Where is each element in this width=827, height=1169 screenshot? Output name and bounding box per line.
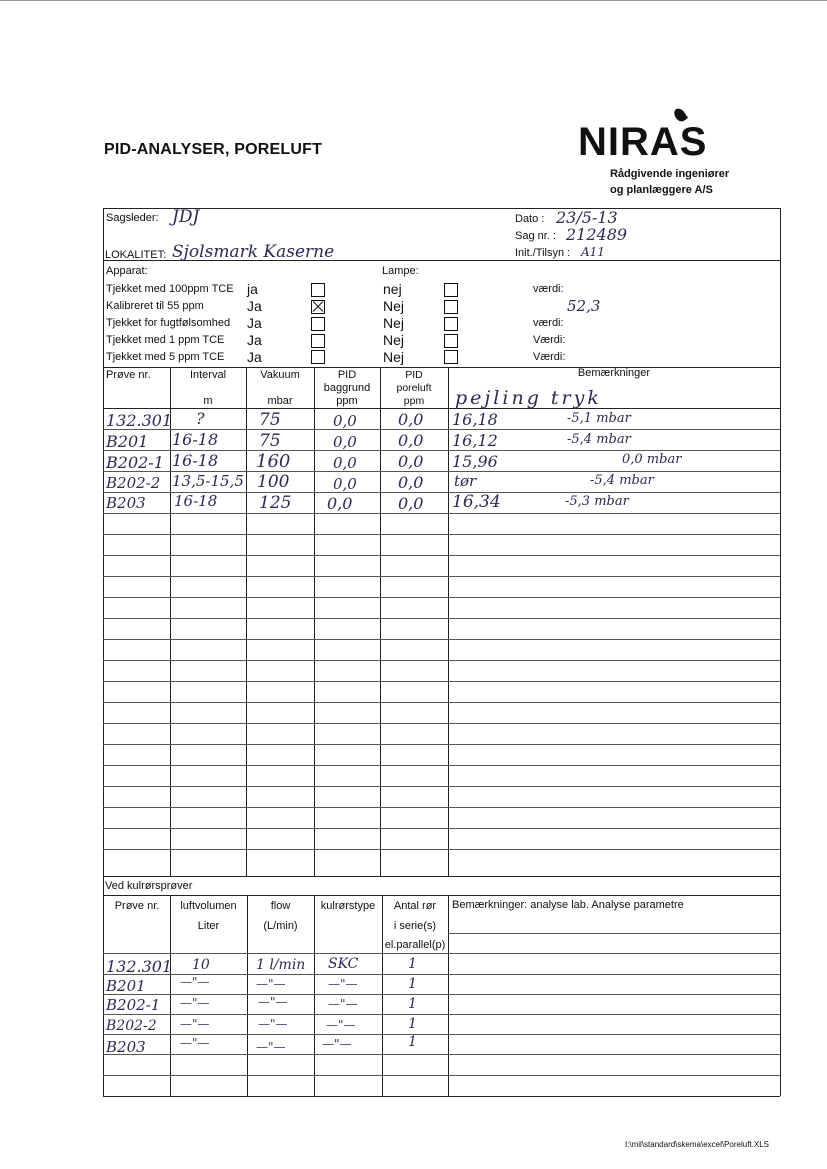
cell-antal[interactable]: 1 — [408, 996, 417, 1012]
cell-antal[interactable]: 1 — [408, 1016, 417, 1032]
grid-line — [103, 534, 780, 535]
dato-label: Dato : — [515, 213, 545, 225]
grid-line — [103, 1014, 780, 1015]
no-checkbox[interactable] — [444, 317, 458, 331]
cell-pejling[interactable]: 16,18 — [452, 410, 498, 429]
grid-line — [103, 639, 780, 640]
col-header-luftvolumen-unit: Liter — [197, 920, 220, 932]
cell-tryk[interactable]: -5,4 mbar — [590, 473, 654, 488]
grid-line — [103, 1034, 780, 1035]
yes-checkbox[interactable] — [311, 317, 325, 331]
grid-line — [103, 828, 780, 829]
apparat-row-label: Tjekket med 5 ppm TCE — [106, 351, 225, 363]
cell-antal[interactable]: 1 — [408, 1034, 417, 1050]
no-label: Nej — [383, 315, 405, 331]
value-label: værdi: — [533, 317, 564, 329]
grid-line — [448, 895, 449, 1096]
apparat-row-label: Tjekket med 100ppm TCE — [106, 283, 234, 295]
col-header-prove: Prøve nr. — [106, 369, 151, 381]
no-checkbox[interactable] — [444, 300, 458, 314]
value-label: Værdi: — [533, 351, 566, 363]
grid-line — [103, 597, 780, 598]
cell-volumen[interactable]: 10 — [192, 957, 210, 973]
grid-line — [170, 367, 171, 876]
cell-pejling[interactable]: 16,12 — [452, 431, 498, 450]
yes-label: ja — [247, 281, 258, 297]
cell-pejling[interactable]: tør — [454, 472, 477, 490]
sagsleder-value[interactable]: JDJ — [172, 207, 200, 227]
cell-prove[interactable]: B201 — [106, 432, 149, 451]
sagsleder-label: Sagsleder: — [106, 212, 159, 224]
cell-volumen[interactable]: —"— — [180, 1017, 210, 1031]
scan-edge — [0, 0, 827, 1]
cell-flow[interactable]: 1 l/min — [256, 957, 306, 973]
yes-label: Ja — [247, 332, 262, 348]
col-header-antal-ror: Antal rør — [393, 900, 437, 912]
grid-line — [247, 895, 248, 1096]
apparat-label: Apparat: — [106, 265, 148, 277]
col-header-vakuum: Vakuum — [260, 369, 300, 381]
cell-prove[interactable]: 132.301 — [106, 411, 173, 430]
init-label: Init./Tilsyn : — [515, 247, 571, 259]
apparat-row-label: Tjekket for fugtfølsomhed — [106, 317, 231, 329]
grid-line — [103, 744, 780, 745]
grid-line — [103, 1054, 780, 1055]
cell-flow[interactable]: —"— — [256, 1040, 286, 1054]
cell-pid-poreluft[interactable]: 0,0 — [398, 452, 424, 471]
cell-prove[interactable]: 132.301 — [106, 957, 173, 976]
cell-kulrorstype[interactable]: —"— — [328, 997, 358, 1011]
footer-file-path: I:\mil\standard\skema\excel\Poreluft.XLS — [624, 1140, 769, 1149]
cell-pid-poreluft[interactable]: 0,0 — [398, 410, 424, 429]
value-label: værdi: — [533, 283, 564, 295]
col-header-prove: Prøve nr. — [114, 900, 160, 912]
dato-value[interactable]: 23/5-13 — [556, 208, 618, 227]
col-header-interval-unit: m — [203, 395, 213, 407]
cell-vakuum[interactable]: 75 — [259, 431, 281, 451]
lokalitet-value[interactable]: Sjolsmark Kaserne — [172, 242, 335, 262]
grid-line — [103, 555, 780, 556]
value-label: Værdi: — [533, 334, 566, 346]
grid-line — [103, 895, 780, 896]
cell-prove[interactable]: B202-1 — [106, 453, 164, 472]
pejling-note: pejling tryk — [455, 387, 602, 409]
niras-logo: NIRAS — [578, 120, 708, 164]
cell-prove[interactable]: B203 — [106, 1038, 146, 1056]
cell-kulrorstype[interactable]: —"— — [322, 1037, 352, 1051]
cell-vakuum[interactable]: 100 — [257, 472, 290, 492]
page-title: PID-ANALYSER, PORELUFT — [104, 141, 323, 158]
grid-line — [103, 765, 780, 766]
cell-pejling[interactable]: 16,34 — [452, 492, 501, 512]
grid-line — [314, 367, 315, 876]
no-label: nej — [383, 281, 402, 297]
no-checkbox[interactable] — [444, 334, 458, 348]
cell-vakuum[interactable]: 125 — [259, 493, 292, 513]
cell-tryk[interactable]: -5,4 mbar — [567, 432, 631, 447]
cell-interval[interactable]: 16-18 — [174, 492, 218, 510]
cell-flow[interactable]: —"— — [256, 977, 286, 991]
col-header-luftvolumen: luftvolumen — [180, 900, 237, 912]
yes-checkbox[interactable] — [311, 350, 325, 364]
col-header-bemaerkninger: Bemærkninger: analyse lab. Analyse parametre — [452, 899, 684, 911]
yes-label: Ja — [247, 298, 262, 314]
cell-flow[interactable]: —"— — [258, 1017, 288, 1031]
cell-kulrorstype[interactable]: —"— — [326, 1018, 356, 1032]
grid-line — [103, 723, 780, 724]
cell-volumen[interactable]: —"— — [180, 996, 210, 1010]
cell-pid-baggrund[interactable]: 0,0 — [333, 454, 357, 472]
cell-tryk[interactable]: -5,3 mbar — [565, 494, 629, 509]
init-value[interactable]: A11 — [581, 245, 605, 259]
cell-prove[interactable]: B201 — [106, 977, 146, 995]
grid-line — [103, 1075, 780, 1076]
kulror-section-label: Ved kulrørsprøver — [105, 880, 193, 892]
grid-line — [380, 367, 381, 876]
grid-line — [103, 994, 780, 995]
lokalitet-label: LOKALITET: — [105, 249, 167, 261]
cell-interval[interactable]: 13,5-15,5 — [172, 472, 244, 490]
cell-pejling[interactable]: 15,96 — [452, 452, 498, 471]
col-header-flow: flow — [270, 900, 291, 912]
grid-line — [103, 702, 780, 703]
yes-checkbox[interactable] — [311, 283, 325, 297]
cell-tryk[interactable]: -5,1 mbar — [567, 411, 631, 426]
grid-line — [103, 513, 780, 514]
cell-kulrorstype[interactable]: —"— — [328, 977, 358, 991]
cell-prove[interactable]: B202-2 — [106, 1018, 157, 1034]
cell-kulrorstype[interactable]: SKC — [328, 956, 359, 972]
apparat-row-label: Kalibreret til 55 ppm — [106, 300, 204, 312]
cell-interval[interactable]: ? — [196, 409, 205, 428]
col-header-flow-unit: (L/min) — [263, 920, 298, 932]
col-header-pid-poreluft: PID poreluft ppm — [396, 369, 432, 407]
no-label: Nej — [383, 349, 405, 365]
grid-line — [448, 933, 780, 934]
cell-prove[interactable]: B202-2 — [106, 474, 161, 492]
no-label: Nej — [383, 332, 405, 348]
apparat-row-label: Tjekket med 1 ppm TCE — [106, 334, 225, 346]
cell-pid-poreluft[interactable]: 0,0 — [398, 494, 424, 513]
cell-pid-poreluft[interactable]: 0,0 — [398, 473, 424, 492]
no-checkbox[interactable] — [444, 283, 458, 297]
grid-line — [103, 660, 780, 661]
yes-label: Ja — [247, 315, 262, 331]
col-header-pid-baggrund: PID baggrund ppm — [323, 369, 371, 407]
yes-checkbox[interactable] — [311, 334, 325, 348]
lampe-label: Lampe: — [382, 265, 419, 277]
grid-line — [382, 895, 383, 1096]
cell-prove[interactable]: B203 — [106, 494, 146, 512]
cell-pid-baggrund[interactable]: 0,0 — [333, 475, 357, 493]
grid-line — [448, 367, 449, 876]
cell-volumen[interactable]: —"— — [180, 975, 210, 989]
cell-prove[interactable]: B202-1 — [106, 996, 161, 1014]
grid-line — [103, 876, 780, 877]
cell-antal[interactable]: 1 — [408, 956, 417, 972]
cell-interval[interactable]: 16-18 — [172, 430, 219, 449]
cell-pid-baggrund[interactable]: 0,0 — [327, 494, 353, 513]
cell-pid-baggrund[interactable]: 0,0 — [333, 412, 357, 430]
sagnr-label: Sag nr. : — [515, 230, 556, 242]
col-header-parallel: el.parallel(p) — [384, 939, 446, 951]
no-label: Nej — [383, 298, 405, 314]
cell-vakuum[interactable]: 75 — [259, 410, 281, 430]
grid-line — [246, 367, 247, 876]
grid-line — [103, 681, 780, 682]
cell-tryk[interactable]: 0,0 mbar — [622, 452, 682, 467]
cell-interval[interactable]: 16-18 — [172, 451, 219, 470]
yes-checkbox[interactable] — [311, 300, 325, 314]
cell-pid-poreluft[interactable]: 0,0 — [398, 431, 424, 450]
cell-volumen[interactable]: —"— — [180, 1036, 210, 1050]
col-header-interval: Interval — [189, 369, 227, 381]
cell-vakuum[interactable]: 160 — [256, 451, 291, 472]
grid-line — [170, 895, 171, 1096]
grid-line — [103, 786, 780, 787]
cell-antal[interactable]: 1 — [408, 976, 417, 992]
grid-line — [103, 576, 780, 577]
col-header-serie: i serie(s) — [393, 920, 437, 932]
cell-flow[interactable]: —"— — [258, 995, 288, 1009]
sagnr-value[interactable]: 212489 — [566, 225, 628, 244]
cell-pid-baggrund[interactable]: 0,0 — [333, 433, 357, 451]
col-header-kulrorstype: kulrørstype — [320, 900, 376, 912]
no-checkbox[interactable] — [444, 350, 458, 364]
grid-line — [103, 953, 780, 954]
grid-line — [103, 849, 780, 850]
kalibrering-value[interactable]: 52,3 — [567, 297, 601, 315]
yes-label: Ja — [247, 349, 262, 365]
grid-line — [103, 807, 780, 808]
logo-tagline: Rådgivende ingeniører og planlæggere A/S — [610, 168, 730, 196]
grid-line — [314, 895, 315, 1096]
col-header-vakuum-unit: mbar — [267, 395, 293, 407]
grid-line — [103, 618, 780, 619]
col-header-bemaerkninger: Bemærkninger — [577, 367, 651, 379]
